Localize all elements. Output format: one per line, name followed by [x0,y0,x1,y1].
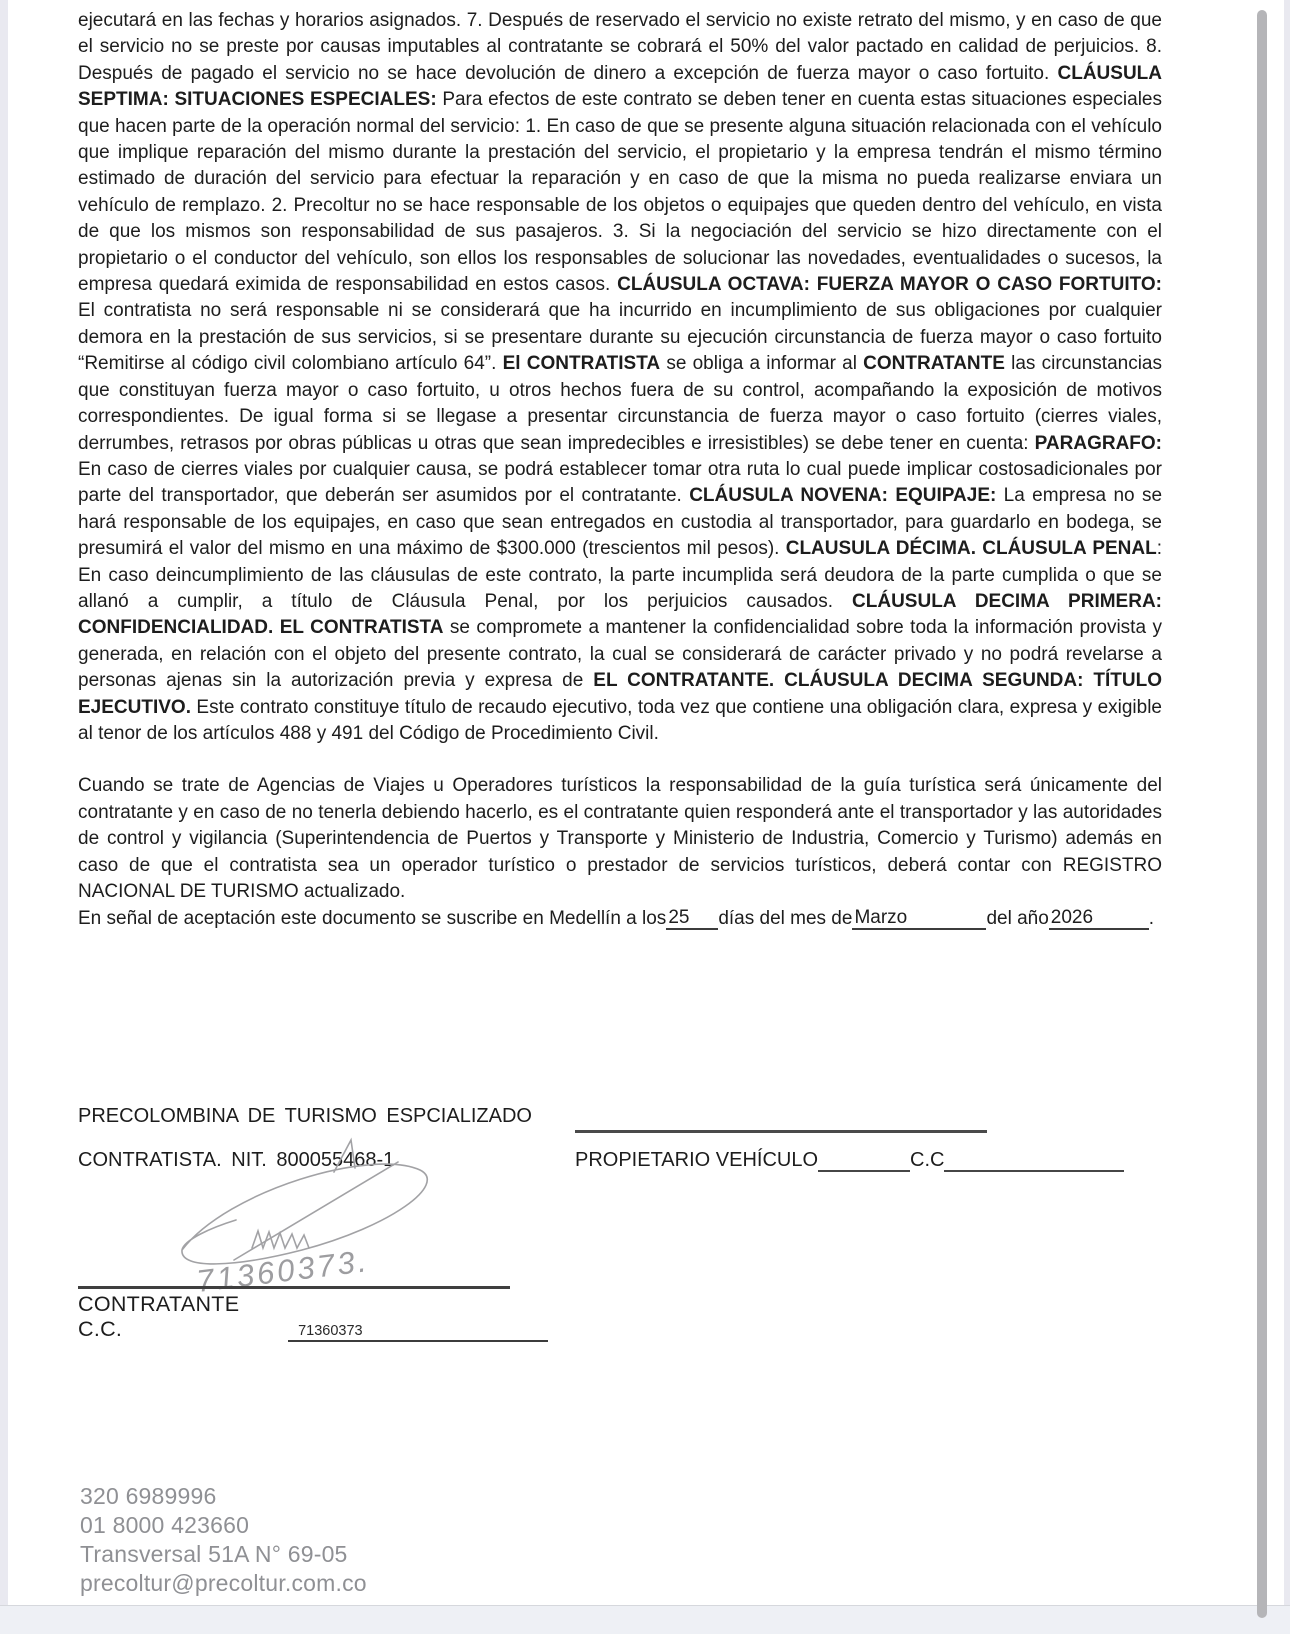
footer-address: Transversal 51A N° 69-05 [80,1541,348,1567]
year-value: 2026 [1050,907,1094,928]
signature-loop [182,1164,427,1264]
acceptance-mid-1: días del mes de [718,908,853,929]
scrollbar-thumb[interactable] [1257,10,1267,1618]
company-footer [80,1482,367,1598]
owner-cc-label: C.C [910,1149,945,1171]
viewer-bottom-bar [0,1605,1290,1634]
owner-block [575,1130,995,1172]
acceptance-suffix: . [1148,908,1155,929]
contractor-name: PRECOLOMBINA DE TURISMO ESPCIALIZADO [78,1105,532,1127]
month-blank [852,906,986,930]
acceptance-mid-2: del año [986,908,1049,929]
acceptance-line [78,906,1188,930]
year-blank [1049,906,1149,930]
contracting-party-label: CONTRATANTE C.C. [78,1292,240,1341]
contracting-party-block [78,1286,548,1342]
signature-squiggle [252,1231,309,1248]
handwritten-cc-number: 71360373. [194,1243,372,1299]
day-value: 25 [668,907,690,928]
footer-phone-tollfree: 01 8000 423660 [80,1512,250,1538]
acceptance-prefix: En señal de aceptación este documento se suscribe en Medellín a los [78,908,667,929]
month-value: Marzo [854,907,908,928]
owner-row [575,1149,995,1172]
footer-phone-mobile: 320 6989996 [80,1483,217,1509]
contracting-party-cc-value: 71360373 [288,1323,548,1342]
owner-signature-line [575,1130,987,1133]
day-blank [666,906,718,930]
owner-vehicle-blank [818,1150,910,1172]
contractor-nit: CONTRATISTA. NIT. 800055468-1 [78,1149,395,1171]
handwritten-signature [140,1132,470,1312]
footer-email: precoltur@precoltur.com.co [80,1570,367,1596]
contracting-party-row [78,1292,548,1342]
owner-cc-blank [944,1150,1124,1172]
agencies-paragraph: Cuando se trate de Agencias de Viajes u Operadores turísticos la responsabilidad de la guía turística será únicamente del contratante y en caso de no tenerla debiendo hacerlo, es el contratante quien responderá ante el transportador y las autoridades de control y vigilancia (Superintendencia de Puertos y Transporte y Ministerio de Industria, Comercio y Turismo) además en caso de que el contratista sea un operador turístico o prestador de servicios turísticos, deberá contar con REGISTRO NACIONAL DE TURISMO actualizado. [78,775,1162,902]
viewer-right-edge [1284,0,1290,1634]
clauses-paragraph: ejecutará en las fechas y horarios asignados. 7. Después de reservado el servicio no existe retrato del mismo, y en caso de que el servicio no se preste por causas imputables al contratante se cobrará el 50% del valor pactado en calidad de perjuicios. 8. Después de pagado el servicio no se hace devolución de dinero a excepción de fuerza mayor o caso fortuito. CLÁUSULA SEPTIMA: SITUACIONES ESPECIALES: Para efectos de este contrato se deben tener en cuenta estas situaciones especiales que hacen parte de la operación normal del servicio: 1. En caso de que se presente alguna situación relacionada con el vehículo que implique reparación del mismo durante la prestación del servicio, el propietario y la empresa tendrán el mismo término estimado de duración del servicio para efectuar la reparación y en caso de que la misma no pueda realizarse enviara un vehículo de remplazo. 2. Precoltur no se hace responsable de los objetos o equipajes que queden dentro del vehículo, en vista de que los mismos son responsabilidad de sus pasajeros. 3. Si la negociación del servicio se hizo directamente con el propietario o el conductor del vehículo, son ellos los responsables de solucionar las novedades, eventualidades o sucesos, la empresa quedará eximida de responsabilidad en estos casos. CLÁUSULA OCTAVA: FUERZA MAYOR O CASO FORTUITO: El contratista no será responsable ni se considerará que ha incurrido en incumplimiento de sus obligaciones por cualquier demora en la prestación de sus servicios, si se presentare durante su ejecución circunstancia de fuerza mayor o caso fortuito “Remitirse al código civil colombiano artículo 64”. El CONTRATISTA se obliga a informar al CONTRATANTE las circunstancias que constituyan fuerza mayor o caso fortuito, u otros hechos fuera de su control, acompañando la exposición de motivos correspondientes. De igual forma si se llegase a presentar circunstancia de fuerza mayor o caso fortuito (cierres viales, derrumbes, retrasos por obras públicas u otras que sean impredecibles e irresistibles) se debe tener en cuenta: PARAGRAFO: En caso de cierres viales por cualquier causa, se podrá establecer tomar otra ruta lo cual puede implicar costosadicionales por parte del transportador, que deberán ser asumidos por el contratante. CLÁUSULA NOVENA: EQUIPAJE: La empresa no se hará responsable de los equipajes, en caso que sean entregados en custodia al transportador, para guardarlo en bodega, se presumirá el valor del mismo en una máximo de $300.000 (trescientos mil pesos). CLAUSULA DÉCIMA. CLÁUSULA PENAL: En caso deincumplimiento de las cláusulas de este contrato, la parte incumplida será deudora de la parte cumplida o que se allanó a cumplir, a título de Cláusula Penal, por los perjuicios causados. CLÁUSULA DECIMA PRIMERA: CONFIDENCIALIDAD. EL CONTRATISTA se compromete a mantener la confidencialidad sobre toda la información provista y generada, en relación con el objeto del presente contrato, la cual se considerará de carácter privado y no podrá revelarse a personas ajenas sin la autorización previa y expresa de EL CONTRATANTE. CLÁUSULA DECIMA SEGUNDA: TÍTULO EJECUTIVO. Este contrato constituye título de recaudo ejecutivo, toda vez que contiene una obligación clara, expresa y exigible al tenor de los artículos 488 y 491 del Código de Procedimiento Civil. [78,10,1163,744]
viewer-left-edge [0,0,8,1634]
contracting-party-signature-line [78,1286,510,1289]
owner-vehicle-label: PROPIETARIO VEHÍCULO [575,1149,819,1171]
contract-body [78,8,1162,905]
